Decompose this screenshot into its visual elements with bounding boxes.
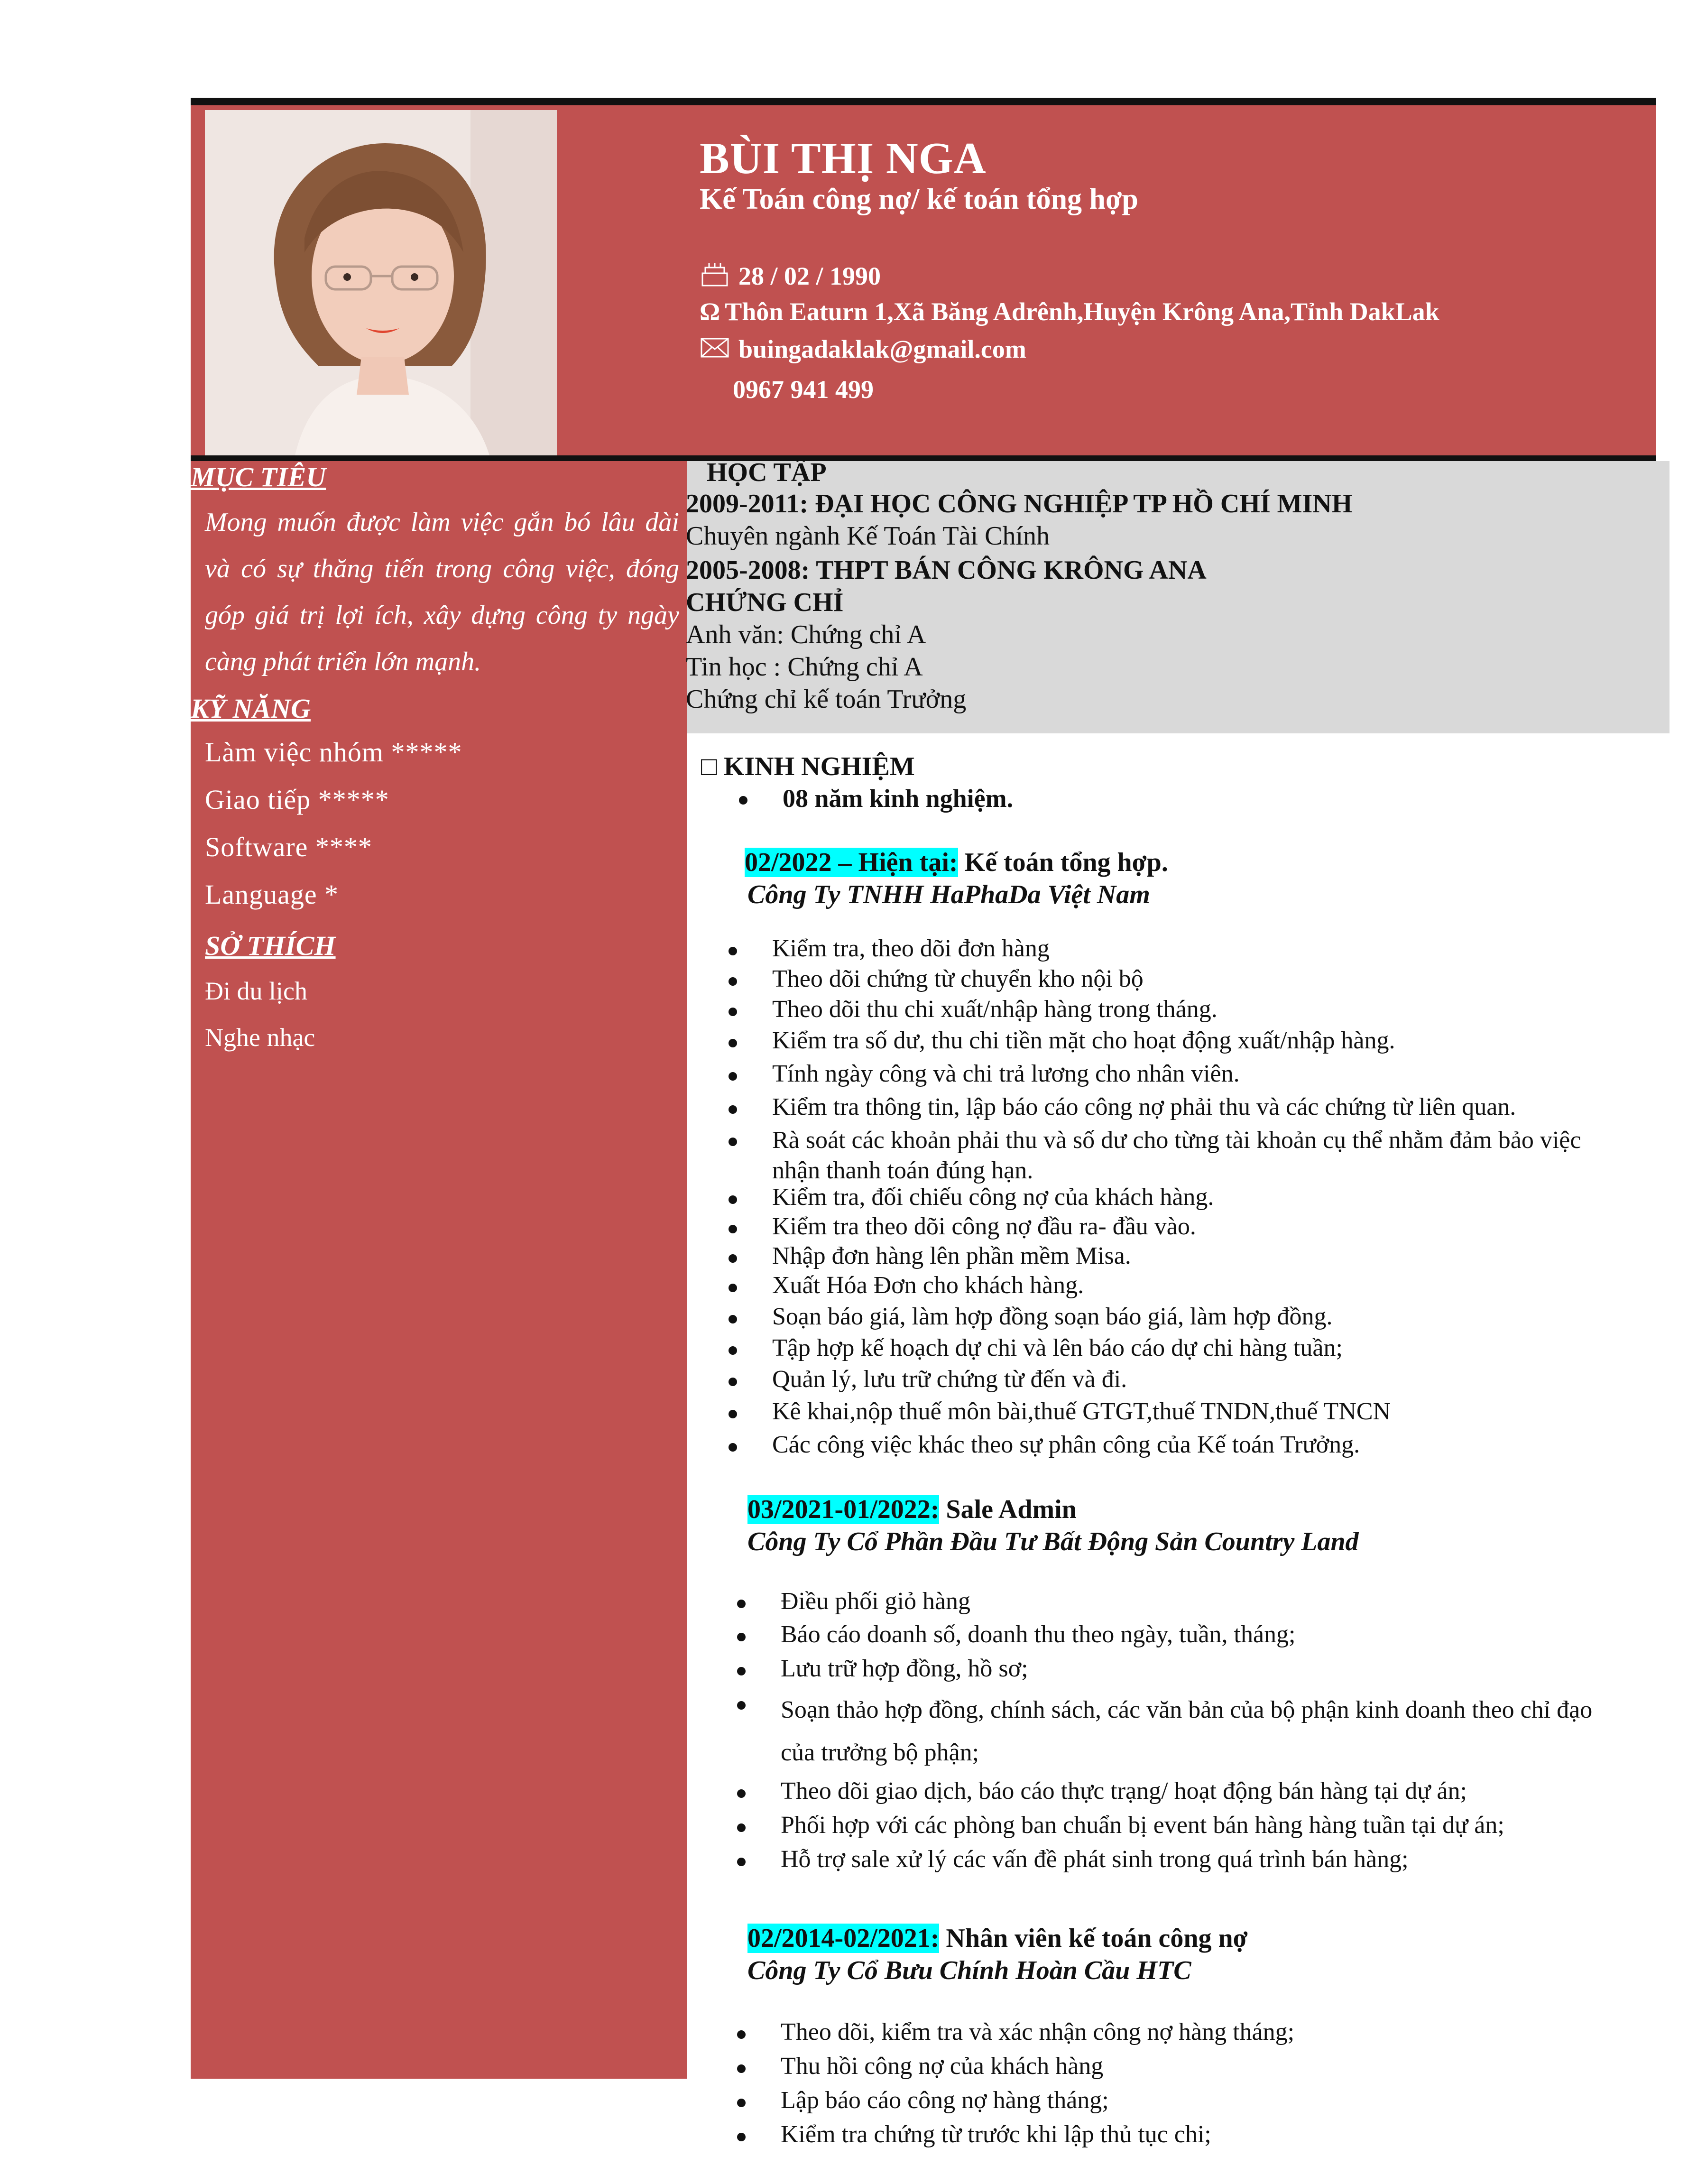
profile-portrait-illustration [205, 110, 557, 455]
job-2-task: Phối hợp với các phòng ban chuẩn bị event bán hàng hàng tuần tại dự án; [781, 1812, 1504, 1839]
header-bottom-rule [191, 455, 1656, 461]
job-2-task: Điều phối giỏ hàng [781, 1588, 971, 1615]
email-text: buingadaklak@gmail.com [738, 335, 1026, 363]
hobby-item: Đi du lịch [205, 977, 307, 1005]
education-major-1: Chuyên ngành Kế Toán Tài Chính [686, 521, 1050, 551]
job-1-task: Theo dõi thu chi xuất/nhập hàng trong tháng. [772, 996, 1218, 1023]
skills-heading: KỸ NĂNG [191, 693, 311, 724]
job-1-task: Kiểm tra, theo dõi đơn hàng [772, 935, 1050, 962]
job-2-period: 03/2021-01/2022: [747, 1495, 940, 1524]
job-3-task: Thu hồi công nợ của khách hàng [781, 2053, 1104, 2080]
job-3-period: 02/2014-02/2021: [747, 1924, 940, 1953]
experience-heading-row [701, 751, 915, 782]
phone-text: 0967 941 499 [733, 375, 874, 404]
objective-heading: MỤC TIÊU [191, 462, 326, 492]
certificate-item: Chứng chỉ kế toán Trưởng [686, 685, 967, 714]
job-3-role: Nhân viên kế toán công nợ [946, 1924, 1248, 1953]
job-2-task: Theo dõi giao dịch, báo cáo thực trạng/ hoạt động bán hàng tại dự án; [781, 1777, 1467, 1805]
job-1-task: Kiểm tra theo dõi công nợ đầu ra- đầu vào. [772, 1213, 1196, 1240]
job-2-task: Báo cáo doanh số, doanh thu theo ngày, tuần, tháng; [781, 1621, 1296, 1648]
job-1-task: Quản lý, lưu trữ chứng từ đến và đi. [772, 1366, 1127, 1393]
address-text: Thôn Eaturn 1,Xã Băng Adrênh,Huyện Krông Ana,Tỉnh DakLak [725, 297, 1439, 326]
job-1-task: Xuất Hóa Đơn cho khách hàng. [772, 1272, 1084, 1299]
address-row [700, 297, 1439, 326]
job-1-company: Công Ty TNHH HaPhaDa Việt Nam [747, 880, 1150, 909]
job-1-task: Theo dõi chứng từ chuyển kho nội bộ [772, 965, 1144, 992]
job-1-title-row [745, 847, 1168, 878]
skill-item: Software **** [205, 832, 372, 862]
job-1-task: Kiểm tra thông tin, lập báo cáo công nợ phải thu và các chứng từ liên quan. [772, 1093, 1516, 1120]
skill-item: Giao tiếp ***** [205, 784, 389, 815]
envelope-icon [700, 334, 730, 361]
certificate-item: Anh văn: Chứng chỉ A [686, 620, 926, 649]
job-2-role: Sale Admin [946, 1495, 1077, 1524]
job-1-task: Soạn báo giá, làm hợp đồng soạn báo giá, làm hợp đồng. [772, 1303, 1333, 1330]
job-1-task: Rà soát các khoản phải thu và số dư cho từng tài khoản cụ thể nhằm đảm bảo việc nhận thanh toán đúng hạn. [772, 1125, 1607, 1186]
job-1-task: Kiểm tra số dư, thu chi tiền mặt cho hoạt động xuất/nhập hàng. [772, 1027, 1395, 1054]
job-2-task: Lưu trữ hợp đồng, hồ sơ; [781, 1655, 1028, 1682]
birthday-cake-icon [700, 261, 730, 287]
certificate-item: Tin học : Chứng chỉ A [686, 652, 923, 682]
education-heading: HỌC TẬP [707, 458, 827, 487]
job-2-task: Soạn thảo hợp đồng, chính sách, các văn bản của bộ phận kinh doanh theo chỉ đạo của trưởng bộ phận; [781, 1689, 1625, 1774]
job-2-company: Công Ty Cổ Phần Đầu Tư Bất Động Sản Country Land [747, 1527, 1359, 1556]
objective-text: Mong muốn được làm việc gắn bó lâu dài và có sự thăng tiến trong công việc, đóng góp giá trị lợi ích, xây dựng công ty ngày càng phát triển lớn mạnh. [205, 508, 679, 676]
job-3-task: Kiểm tra chứng từ trước khi lập thủ tục chi; [781, 2121, 1211, 2148]
job-3-company: Công Ty Cổ Bưu Chính Hoàn Cầu HTC [747, 1956, 1191, 1985]
education-school-1: 2009-2011: ĐẠI HỌC CÔNG NGHIỆP TP HỒ CHÍ MINH [686, 489, 1353, 518]
job-1-task: Tính ngày công và chi trả lương cho nhân viên. [772, 1060, 1240, 1087]
job-1-task: Kiểm tra, đối chiếu công nợ của khách hàng. [772, 1184, 1214, 1211]
job-1-period: 02/2022 – Hiện tại: [745, 848, 958, 877]
job-2-task: Hỗ trợ sale xử lý các vấn đề phát sinh trong quá trình bán hàng; [781, 1846, 1409, 1873]
experience-heading: KINH NGHIỆM [723, 752, 915, 781]
profile-photo [205, 110, 557, 455]
email-row [700, 334, 1026, 364]
job-1-role: Kế toán tổng hợp. [964, 848, 1168, 877]
experience-summary: 08 năm kinh nghiệm. [783, 784, 1014, 813]
checkbox-square-icon: □ [701, 752, 717, 781]
job-3-task: Lập báo cáo công nợ hàng tháng; [781, 2087, 1109, 2114]
job-1-task: Nhập đơn hàng lên phần mềm Misa. [772, 1242, 1131, 1269]
hobby-item: Nghe nhạc [205, 1023, 315, 1052]
certificates-heading: CHỨNG CHỈ [686, 588, 844, 617]
job-1-task: Kê khai,nộp thuế môn bài,thuế GTGT,thuế TNDN,thuế TNCN [772, 1398, 1391, 1425]
hobbies-heading: SỞ THÍCH [205, 930, 336, 961]
header-top-rule [191, 98, 1656, 105]
dob-row [700, 261, 881, 291]
skill-item: Language * [205, 879, 339, 910]
job-1-task: Tập hợp kế hoạch dự chi và lên báo cáo dự chi hàng tuần; [772, 1334, 1343, 1361]
dob-text: 28 / 02 / 1990 [738, 262, 881, 290]
candidate-job-title: Kế Toán công nợ/ kế toán tổng hợp [700, 183, 1138, 215]
education-school-2: 2005-2008: THPT BÁN CÔNG KRÔNG ANA [686, 555, 1207, 585]
address-icon: Ω [700, 297, 720, 326]
candidate-name: BÙI THỊ NGA [700, 134, 987, 183]
job-1-task: Các công việc khác theo sự phân công của Kế toán Trưởng. [772, 1431, 1360, 1458]
job-3-task: Theo dõi, kiểm tra và xác nhận công nợ hàng tháng; [781, 2018, 1295, 2045]
job-3-title-row [747, 1923, 1248, 1953]
job-2-title-row [747, 1494, 1077, 1525]
skill-item: Làm việc nhóm ***** [205, 737, 462, 768]
